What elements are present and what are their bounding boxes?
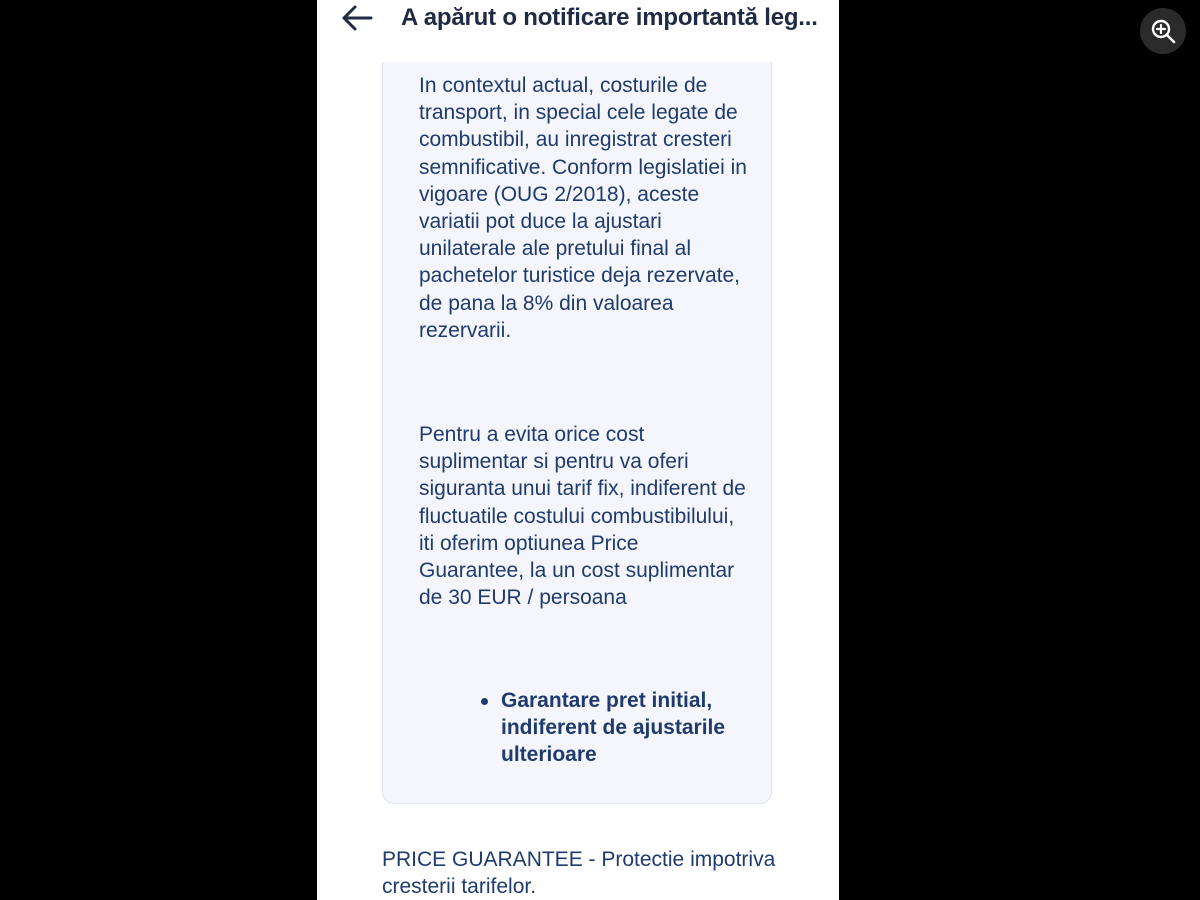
notification-card	[382, 62, 772, 804]
price-guarantee-heading: PRICE GUARANTEE - Protectie impotriva cresterii tarifelor.	[382, 848, 776, 899]
list-item	[481, 687, 751, 769]
page-title: A apărut o notificare importantă leg...	[401, 4, 818, 31]
app-header	[317, 0, 839, 40]
message-paragraph-context: In contextul actual, costurile de transport, in special cele legate de combustibil, au inregistrat cresteri semnificative. Conform legislatiei in vigoare (OUG 2/2018), aceste variatii pot duce la ajustari unilaterale ale pretului final al pachetelor turistice deja rezervate, de pana la 8% din valoarea rezervarii.	[419, 74, 747, 342]
benefit-text: Garantare pret initial, indiferent de ajustarile ulterioare	[501, 689, 726, 767]
zoom-in-icon	[1150, 18, 1176, 44]
message-paragraph-offer: Pentru a evita orice cost suplimentar si pentru va oferi siguranta unui tarif fix, indiferent de fluctuatile costului combustibilului, iti oferim optiunea Price Guarantee, la un cost suplimentar de 30 EUR / persoana	[419, 423, 746, 610]
arrow-left-icon	[341, 4, 373, 32]
bullet-dot-icon	[481, 698, 488, 705]
benefit-list	[481, 687, 751, 769]
zoom-button[interactable]	[1140, 8, 1186, 54]
notification-screen	[317, 0, 839, 900]
back-button[interactable]	[339, 2, 375, 34]
